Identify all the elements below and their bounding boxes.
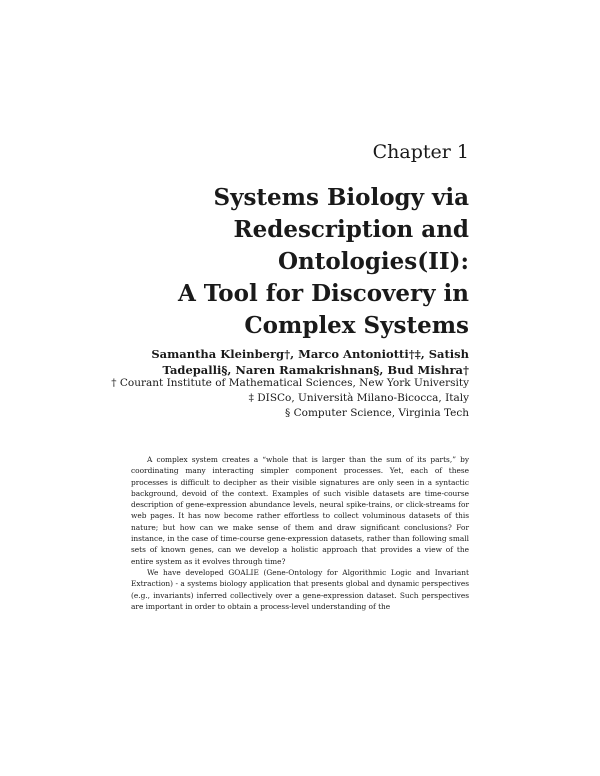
abstract — [131, 454, 469, 612]
abstract-paragraph: A complex system creates a “whole that is larger than the sum of its parts,” by coordinating many interacting simpler component processes. Yet, each of these processes is difficult to decipher as their visible signatures are only seen in a syntactic background, devoid of the context. Examples of such visible datasets are time-course description of gene-expression abundance levels, neural spike-trains, or click-streams for web pages. It has now become rather effortless to collect voluminous datasets of this nature; but how can we make sense of them and draw significant conclusions? For instance, in the case of time-course gene-expression datasets, rather than following small sets of known genes, can we develop a holistic approach that provides a view of the entire system as it evolves through time? — [131, 455, 469, 566]
authors-line: Samantha Kleinberg†, Marco Antoniotti†‡, Satish — [151, 347, 469, 361]
abstract-paragraph: We have developed GOALIE (Gene-Ontology for Algorithmic Logic and Invariant Extraction) - a systems biology application that presents global and dynamic perspectives (e.g., invariants) inferred collectively over a gene-expression dataset. Such perspectives are important in order to obtain a process-level understanding of the — [131, 567, 469, 611]
affiliation: † Courant Institute of Mathematical Sciences, New York University — [111, 377, 469, 389]
affiliation-list — [111, 376, 469, 421]
affiliation: § Computer Science, Virginia Tech — [285, 407, 469, 419]
title-line: Ontologies(II): — [278, 248, 469, 275]
paper-title — [178, 182, 469, 342]
authors-line: Tadepalli§, Naren Ramakrishnan§, Bud Mishra† — [162, 363, 469, 377]
author-list — [151, 346, 469, 378]
title-line: Redescription and — [233, 216, 469, 243]
title-line: A Tool for Discovery in — [177, 280, 469, 307]
affiliation: ‡ DISCo, Università Milano-Bicocca, Italy — [248, 392, 469, 404]
title-line: Systems Biology via — [213, 184, 469, 211]
chapter-label: Chapter 1 — [372, 141, 469, 163]
title-line: Complex Systems — [244, 312, 469, 339]
